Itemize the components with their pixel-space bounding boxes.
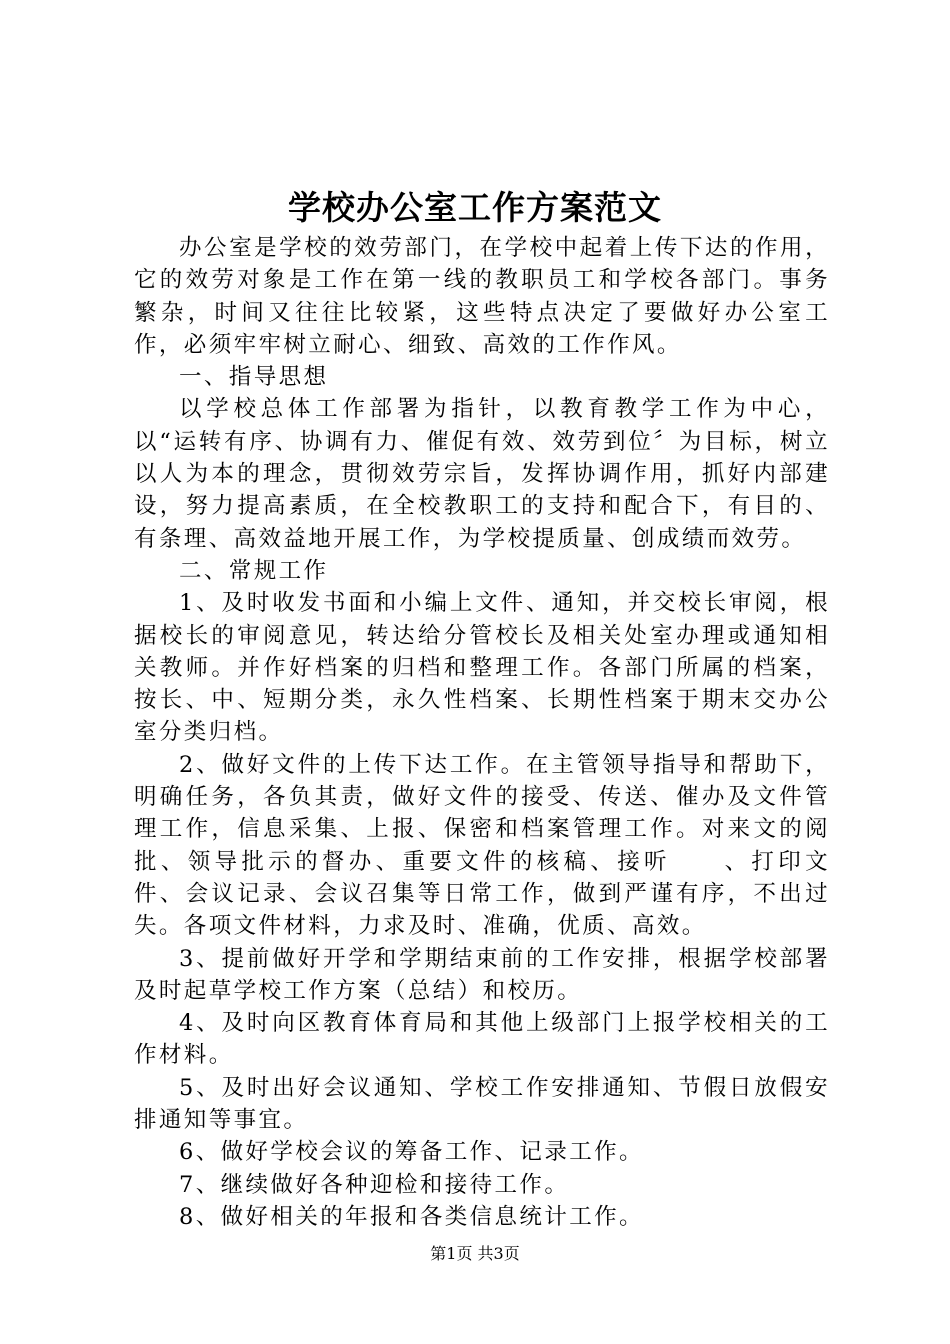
page-number-footer: 第1页 共3页 xyxy=(430,1244,520,1263)
paragraph-intro: 办公室是学校的效劳部门，在学校中起着上传下达的作用，它的效劳对象是工作在第一线的教职员工和学校各部门。事务繁杂，时间又往往比较紧，这些特点决定了要做好办公室工作，必须牢牢树立耐心、细致、高效的工作作风。 xyxy=(134,235,830,358)
list-item-2: 2、做好文件的上传下达工作。在主管领导指导和帮助下，明确任务，各负其责，做好文件的接受、传送、催办及文件管理工作，信息采集、上报、保密和档案管理工作。对来文的阅批、领导批示的督办、重要文件的核稿、接听 、打印文件、会议记录、会议召集等日常工作，做到严谨有序，不出过失。各项文件材料，力求及时、准确，优质、高效。 xyxy=(134,751,830,940)
list-item-4: 4、及时向区教育体育局和其他上级部门上报学校相关的工作材料。 xyxy=(134,1010,830,1069)
list-item-3: 3、提前做好开学和学期结束前的工作安排，根据学校部署及时起草学校工作方案（总结）和校历。 xyxy=(134,945,830,1004)
document-title: 学校办公室工作方案范文 xyxy=(288,188,662,227)
list-item-1: 1、及时收发书面和小编上文件、通知，并交校长审阅，根据校长的审阅意见，转达给分管校长及相关处室办理或通知相关教师。并作好档案的归档和整理工作。各部门所属的档案，按长、中、短期分类，永久性档案、长期性档案于期末交办公室分类归档。 xyxy=(134,590,830,746)
section-heading-routine-work: 二、常规工作 xyxy=(179,557,329,584)
section-heading-guiding-thought: 一、指导思想 xyxy=(179,364,329,391)
list-item-6: 6、做好学校会议的筹备工作、记录工作。 xyxy=(179,1139,644,1166)
list-item-5: 5、及时出好会议通知、学校工作安排通知、节假日放假安排通知等事宜。 xyxy=(134,1074,830,1134)
list-item-8: 8、做好相关的年报和各类信息统计工作。 xyxy=(179,1203,644,1230)
document-body xyxy=(134,232,830,1233)
list-item-7: 7、继续做好各种迎检和接待工作。 xyxy=(179,1171,570,1198)
paragraph-guiding-thought: 以学校总体工作部署为指针，以教育教学工作为中心，以“运转有序、协调有力、催促有效、效劳到位〞为目标，树立以人为本的理念，贯彻效劳宗旨，发挥协调作用，抓好内部建设，努力提高素质，在全校教职工的支持和配合下，有目的、有条理、高效益地开展工作，为学校提质量、创成绩而效劳。 xyxy=(134,396,830,552)
